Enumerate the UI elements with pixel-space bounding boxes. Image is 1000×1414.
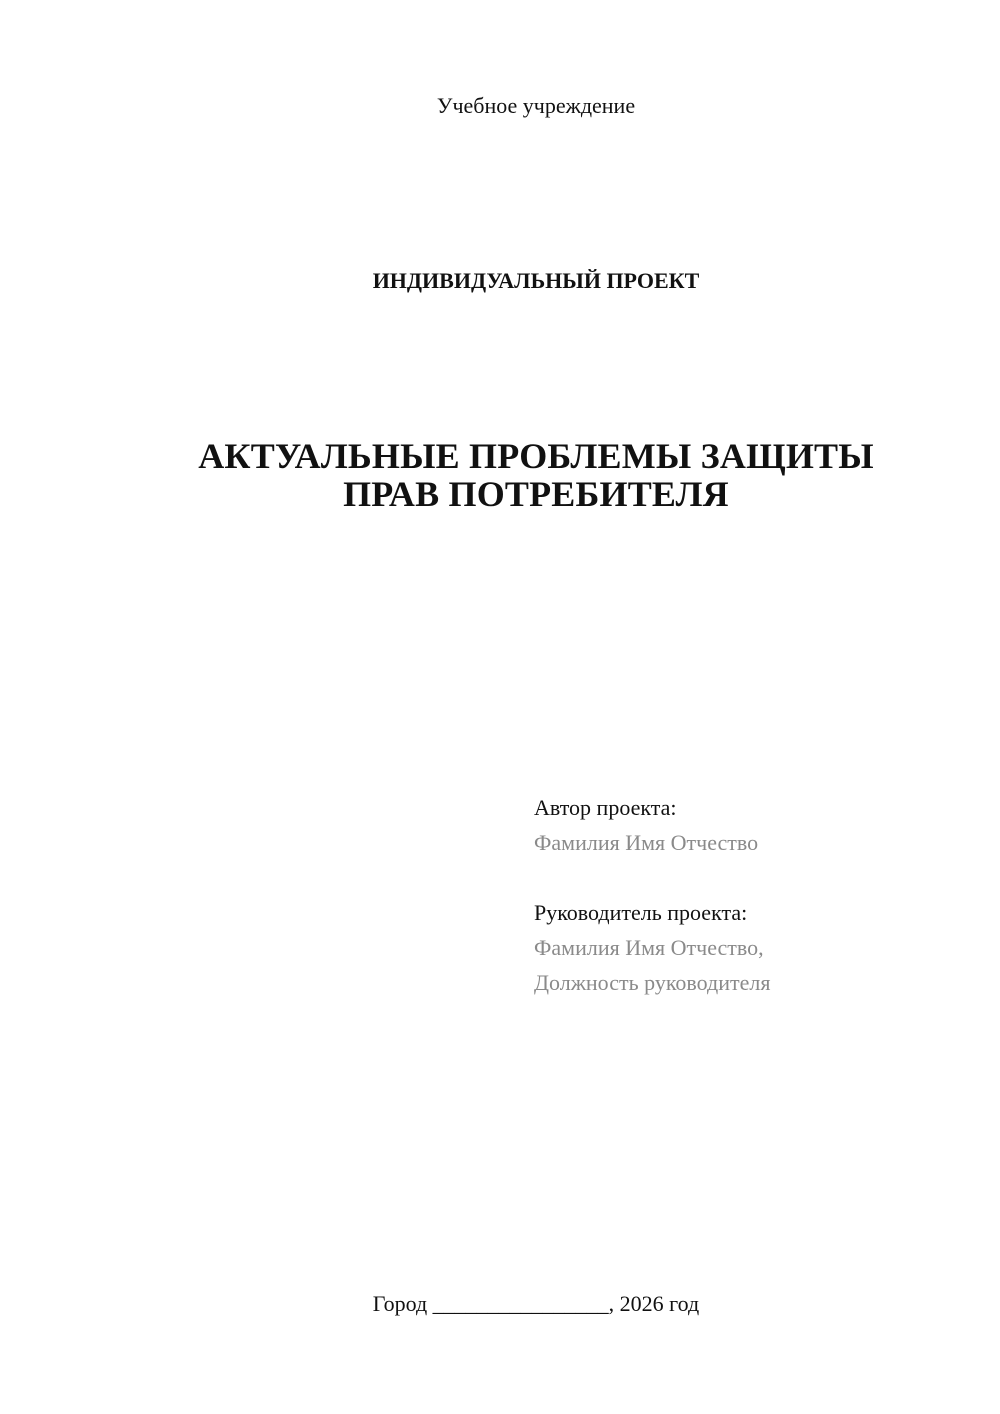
institution-name: Учебное учреждение [436,93,636,118]
author-name: Фамилия Имя Отчество [534,830,759,855]
project-title-line-1: АКТУАЛЬНЫЕ ПРОБЛЕМЫ ЗАЩИТЫ [198,436,874,476]
author-label: Автор проекта: [534,795,677,820]
city-year-footer: Город ________________, 2026 год [372,1291,700,1316]
supervisor-position: Должность руководителя [534,970,771,995]
project-people-block [534,790,974,1000]
supervisor-label: Руководитель проекта: [534,900,748,925]
project-type-heading: ИНДИВИДУАЛЬНЫЙ ПРОЕКТ [372,268,700,293]
project-title [0,437,1000,513]
supervisor-name: Фамилия Имя Отчество, [534,935,764,960]
people-spacer [534,860,974,895]
project-title-line-2: ПРАВ ПОТРЕБИТЕЛЯ [343,474,729,514]
